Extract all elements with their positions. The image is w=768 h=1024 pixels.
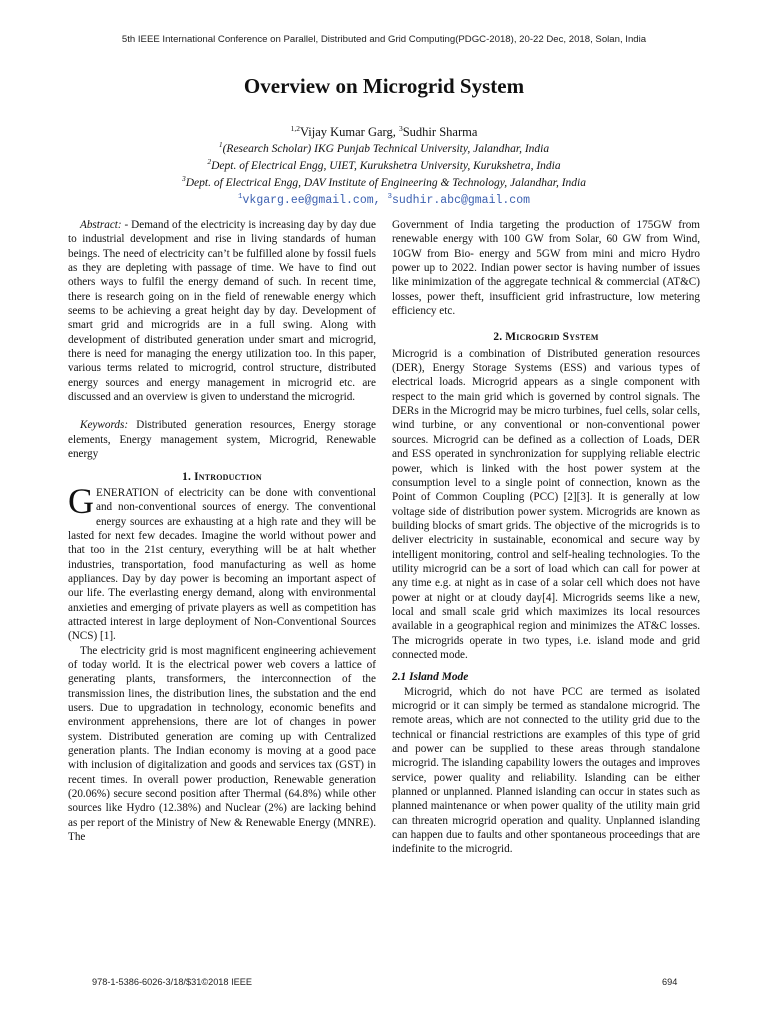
abstract: [68, 218, 376, 404]
keywords-label: Keywords:: [80, 419, 129, 432]
affiliation-1: [0, 141, 768, 158]
author-names: [0, 124, 768, 141]
affiliation-1-text: (Research Scholar) IKG Punjab Technical University, Jalandhar, India: [222, 143, 550, 155]
footer-page-number: 694: [662, 977, 678, 987]
right-column: [392, 218, 700, 857]
affiliation-2-sup: 2: [207, 157, 212, 167]
left-column: [68, 218, 376, 844]
email2-link[interactable]: sudhir.abc@gmail.com: [391, 194, 530, 207]
email-line: [0, 192, 768, 209]
section-2-heading: 2. Microgrid System: [493, 331, 599, 344]
affiliation-1-sup: 1: [218, 140, 223, 150]
section-1-heading: 1. Introduction: [182, 470, 262, 483]
keywords: [68, 418, 376, 461]
author2-superscript: 3: [398, 123, 403, 133]
affiliation-3-sup: 3: [181, 174, 186, 184]
subsection-2-1-heading: 2.1 Island Mode: [392, 671, 469, 684]
affiliation-2-text: Dept. of Electrical Engg, UIET, Kurukshetra University, Kurukshetra, India: [211, 160, 561, 172]
abstract-label: Abstract:: [80, 219, 122, 231]
email1-link[interactable]: vkgarg.ee@gmail.com,: [242, 194, 388, 207]
footer-copyright: 978-1-5386-6026-3/18/$31©2018 IEEE: [92, 977, 253, 987]
email2-sup: 3: [387, 193, 392, 202]
author-block: [0, 124, 768, 209]
island-mode-paragraph: Microgrid, which do not have PCC are termed as isolated microgrid or it can simply be termed as standalone microgrid. The remote areas, which are not connected to the utility grid due to the technical or financial restrictions are examples of this type of grid and power can be supplied to these areas through standalone microgrid. The islanding capability lowers the outages and improves service, power quality and reliability. Islanding can be either planned or unplanned. Planned islanding can occur in states such as planned maintenance or when power quality of the utility main grid can threaten microgrid operation and quality. Unplanned islanding can happen due to faults and other spontaneous proceedings that are indefinite to the microgrid.: [392, 685, 700, 856]
microgrid-paragraph: Microgrid is a combination of Distributed generation resources (DER), Energy Storage Systems (ESS) and various types of electrical loads. Microgrid appears as a single component with respect to the main grid which is governed by control signals. The DERs in the Microgrid may be micro turbines, fuel cells, solar cells, wind turbine, or any conventional or non-conventional power sources. Microgrid can be defined as a collection of Loads, DER and ESS operated in synchronization for supplying reliable electric power, which is linked with the host power system at the consumption level to a single point of connection, known as the Point of Common Coupling (PCC) [2][3]. It is generally at low voltage side of distribution power system. Microgrids are known as building blocks of smart grids. The objective of the microgrids is to deliver electricity in sustainable, economical and secure way by intelligent monitoring, control and self-healing technologies. To the utility microgrid can be a sort of load which can call for power at any time e.g. at night as in case of a solar cell which does not have power at night or at cloudy day[4]. Microgrids seems like a new, local and small scale grid which maximizes its local resources available in a geographical region and minimizes the AT&C losses. The microgrids operate in two types, i.e. island mode and grid connected mode.: [392, 347, 700, 661]
intro-paragraph-1: [68, 480, 376, 644]
drop-cap: G: [68, 480, 94, 521]
paper-title: Overview on Microgrid System: [243, 74, 525, 98]
affiliation-3-text: Dept. of Electrical Engg, DAV Institute of Engineering & Technology, Jalandhar, India: [185, 177, 587, 189]
author2-name: Sudhir Sharma: [402, 125, 478, 139]
keywords-text: Distributed generation resources, Energy storage elements, Energy management system, Microgrid, Renewable energy: [68, 419, 376, 461]
affiliation-2: [0, 158, 768, 175]
email1-sup: 1: [238, 193, 243, 202]
running-header: 5th IEEE International Conference on Parallel, Distributed and Grid Computing(PDGC-2018), 20-22 Dec, 2018, Solan, India: [121, 34, 647, 45]
author1-superscript: 1,2: [290, 123, 300, 133]
affiliation-3: [0, 175, 768, 192]
intro-paragraph-2: The electricity grid is most magnificent engineering achievement of today world. It is the electrical power web covers a lattice of generating plants, transformers, the interconnection of the transmission lines, the distribution lines, the substation and the end users. Due to upgradation in technology, economic benefits and environment apprehensions, there are lot of changes in power system. Distributed generation are coming up with Centralized generation plants. The Indian economy is moving at a good pace with inclusion of digitalization and goods and services tax (GST) in recent times. In overall power production, Renewable generation (20.06%) secure second position after Thermal (64.8%) while other sources like Hydro (12.38%) and Nuclear (2%) are lacking behind as per report of the Ministry of New & Renewable Energy (MNRE). The: [68, 644, 376, 844]
abstract-text: - Demand of the electricity is increasing day by day due to industrial development and rise in living standards of human beings. The need of electricity can’t be fulfilled alone by fossil fuels as they are depleting with passage of time. We have to find out others ways to fulfil the energy demand of such. In recent time, there is research going on in the field of renewable energy which seems to be achieving a great height day by day. Development of smart grid and microgrids are in a full swing. Along with development of distributed generation under smart and microgrid, there is need for managing the energy utilization too. In this paper, various terms related to microgrid, control structure, distributed energy sources and energy management in microgrid etc. are discussed and an overview is given to understand the microgrid.: [68, 219, 376, 404]
spacer: [68, 404, 376, 418]
intro-paragraph-1-text: ENERATION of electricity can be done with conventional and non-conventional sources of energy. The conventional energy sources are exhausting at a high rate and they will be lasted for next few decades. Imagine the world without power and that too in the 21st century, everything will be at halt whether industries, transportation, food manufacturing as well as home appliances. Day by day power is becoming an important aspect of our life. The everlasting energy demand, along with environmental anxieties and emerging of private players as well as competition has attracted interest in large deployment of Non-Conventional Sources (NCS) [1].: [68, 486, 376, 643]
author1-name: Vijay Kumar Garg,: [299, 125, 399, 139]
intro-paragraph-3: Government of India targeting the production of 175GW from renewable energy with 100 GW from Solar, 60 GW from Wind, 10GW from Bio- energy and 5GW from mini and micro Hydro power up to 2022. Indian power sector is having number of issues like minimization of the aggregate technical & commercial (AT&C) losses, power theft, insufficient grid infrastructure, low metering efficiency etc.: [392, 219, 700, 318]
